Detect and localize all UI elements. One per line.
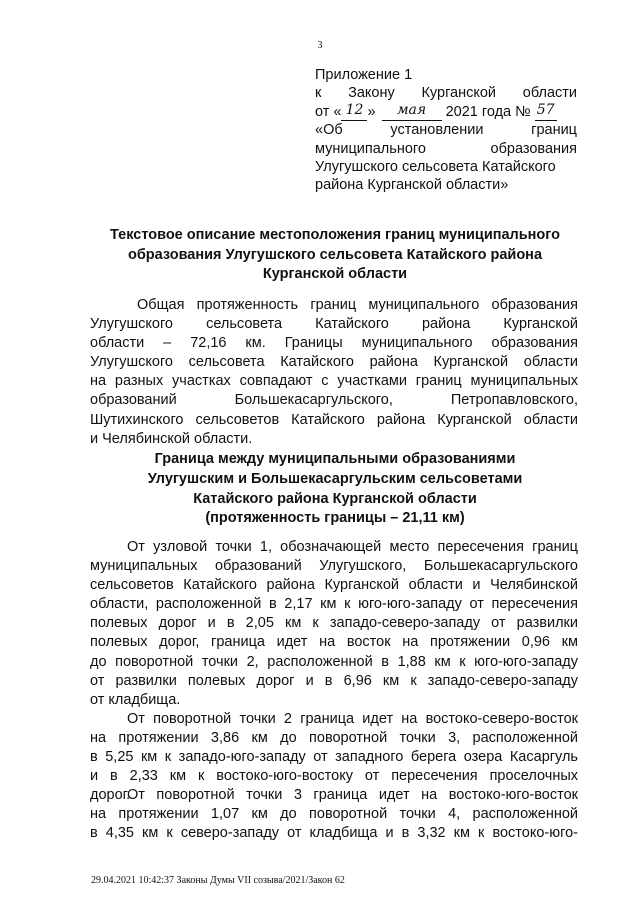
- footer-stamp: 29.04.2021 10:42:37 Законы Думы VII созыва/2021/Закон 62: [91, 875, 345, 886]
- subtitle-line: Катайского района Курганской области: [193, 490, 477, 507]
- page-number: 3: [317, 40, 323, 51]
- text-line: от кладбища.: [90, 691, 181, 708]
- text-line: на протяжении 3,86 км до поворотной точки 3, расположенной: [90, 730, 578, 747]
- text-line: сельсоветов Катайского района Курганской области и Челябинской: [90, 577, 578, 594]
- text-line: От поворотной точки 2 граница идет на востоко-северо-восток: [127, 711, 578, 727]
- text-line: и Челябинской области.: [90, 430, 253, 447]
- appendix-line-7: [315, 176, 577, 194]
- text-line: дорог.: [90, 787, 131, 804]
- document-title: [90, 226, 580, 285]
- appendix-line-3: [315, 103, 577, 121]
- appendix-text: района Курганской области»: [315, 177, 509, 194]
- appendix-word: «Об: [315, 122, 343, 139]
- intro-paragraph: [90, 296, 578, 449]
- appendix-word: Курганской: [421, 85, 497, 102]
- text-line: От поворотной точки 3 граница идет на востоко-юго-восток: [127, 787, 578, 803]
- text-line: на разных участках совпадают с участками границ муниципальных: [90, 373, 578, 390]
- subtitle-line: Улугушским и Большекасаргульским сельсоветами: [147, 470, 523, 487]
- text-line: в 5,25 км к западо-юго-западу от западного берега озера Касаргуль: [90, 749, 578, 766]
- handwritten-month: мая: [382, 103, 442, 121]
- title-line: Курганской области: [262, 266, 408, 282]
- text-line: Общая протяженность границ муниципального образования: [137, 297, 578, 313]
- text-line: на протяжении 1,07 км до поворотной точки 4, расположенной: [90, 806, 578, 823]
- appendix-line-5: [315, 140, 577, 158]
- text-line: области, расположенной в 2,17 км к юго-юго-западу от пересечения: [90, 596, 578, 613]
- text-line: образований Большекасаргульского, Петропавловского,: [90, 392, 578, 409]
- text-line: полевых дорог и в 2,05 км к западо-северо-западу от развилки: [90, 615, 578, 632]
- handwritten-number: 57: [535, 103, 557, 121]
- subtitle-line: (протяженность границы – 21,11 км): [205, 510, 465, 527]
- title-line: образования Улугушского сельсовета Катайского района: [127, 246, 543, 263]
- text-line: до поворотной точки 2, расположенной в 1,88 км к юго-юго-западу: [90, 653, 578, 670]
- title-line: Текстовое описание местоположения границ муниципального: [110, 227, 560, 243]
- appendix-line-2: [315, 84, 577, 102]
- appendix-word: Закону: [348, 85, 395, 102]
- appendix-word: установлении: [390, 122, 484, 139]
- appendix-line-1: [315, 66, 577, 84]
- text-line: и в 2,33 км к востоко-юго-востоку от пересечения проселочных: [90, 768, 578, 785]
- appendix-label: Приложение 1: [315, 67, 413, 83]
- text-line: Улугушского сельсовета Катайского района Курганской области: [90, 354, 578, 371]
- appendix-year: 2021 года №: [445, 103, 531, 120]
- handwritten-day: 12: [341, 103, 367, 121]
- appendix-word: »: [367, 103, 376, 120]
- appendix-word: границ: [531, 122, 577, 139]
- text-line: полевых дорог, граница идет на восток на протяжении 0,96 км: [90, 634, 578, 651]
- appendix-line-4: [315, 121, 577, 139]
- appendix-word: образования: [490, 140, 577, 157]
- text-line: муниципальных образований Улугушского, Большекасаргульского: [90, 558, 578, 575]
- text-line: от развилки полевых дорог и в 6,96 км к западо-северо-западу: [90, 672, 578, 689]
- appendix-line-6: [315, 158, 577, 176]
- text-line: Шутихинского сельсоветов Катайского района Курганской области: [90, 411, 578, 428]
- appendix-text: Улугушского сельсовета Катайского: [315, 159, 556, 176]
- appendix-word: к: [315, 85, 322, 102]
- text-line: От узловой точки 1, обозначающей место пересечения границ: [127, 539, 578, 555]
- text-line: Улугушского сельсовета Катайского района Курганской: [90, 316, 578, 333]
- text-line: области – 72,16 км. Границы муниципального образования: [90, 335, 578, 352]
- boundary-paragraph-1: [90, 538, 578, 710]
- appendix-header: [315, 66, 577, 195]
- subtitle-line: Граница между муниципальными образованиями: [154, 451, 516, 467]
- appendix-word: от «: [315, 103, 342, 120]
- section-subtitle: [90, 450, 580, 529]
- text-line: в 4,35 км к северо-западу от кладбища и в 3,32 км к востоко-юго-: [90, 825, 578, 842]
- boundary-paragraph-3: [90, 786, 578, 843]
- appendix-word: области: [522, 85, 577, 102]
- appendix-word: муниципального: [315, 140, 426, 157]
